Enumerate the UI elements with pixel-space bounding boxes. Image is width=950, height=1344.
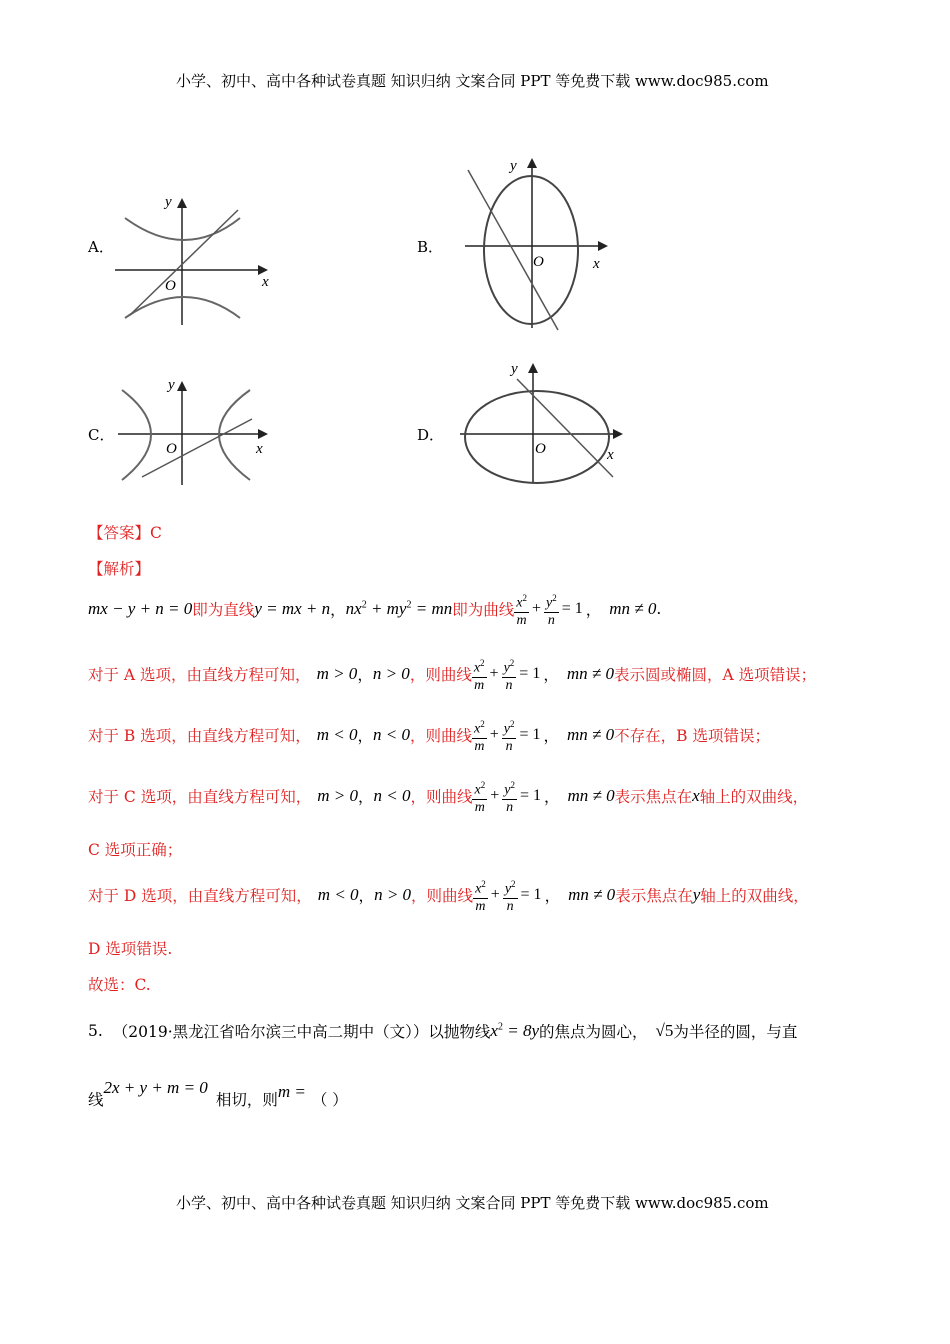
figure-option-a (110, 190, 290, 330)
fig-d-origin-label: O (535, 441, 546, 457)
question-5-line-2: 线 2x + y + m = 0 相切，则 m = （ ） (88, 1078, 348, 1109)
tangent-line-equation: 2x + y + m = 0 (103, 1078, 208, 1097)
answer-tag: 【答案】 (88, 524, 151, 542)
question-ask: m = (277, 1082, 306, 1101)
fig-d-x-label: x (607, 447, 614, 463)
analysis-line-a: 对于 A 选项，由直线方程可知， m > 0 ， n > 0 ，则曲线 $\frac{x^2}{m}$ + $\frac{y^2}{n}$ = 1 ， mn ≠ 0 表示圆或椭圆，A 选项错误； (88, 655, 816, 694)
fig-a-y-label: y (165, 194, 172, 210)
analysis-line-c: 对于 C 选项，由直线方程可知， m > 0 ， n < 0 ，则曲线 $\frac{x^2}{m}$ + $\frac{y^2}{n}$ = 1 ， mn ≠ 0 表示焦点在 x 轴上的双曲线， (88, 777, 808, 816)
question-source: （2019·黑龙江省哈尔滨三中高二期中（文））以抛物线 (112, 1023, 491, 1041)
figure-option-b (460, 150, 620, 335)
fig-d-y-label: y (511, 361, 518, 377)
intro-text-line: 即为直线 (192, 601, 255, 620)
intro-text-curve: 即为曲线 (452, 601, 515, 620)
curve-equation: $nx^2 + my^2$ = mn (345, 599, 453, 619)
line-equation: mx − y + n = 0 (88, 599, 193, 619)
page-footer: 小学、初中、高中各种试卷真题 知识归纳 文案合同 PPT 等免费下载 www.doc985.com (176, 1194, 769, 1212)
analysis-line-c-cont: C 选项正确； (88, 841, 183, 859)
fig-c-origin-label: O (166, 441, 177, 457)
analysis-line-b: 对于 B 选项，由直线方程可知， m < 0 ， n < 0 ，则曲线 $\frac{x^2}{m}$ + $\frac{y^2}{n}$ = 1 ， mn ≠ 0 不存在，B 选项错误； (88, 716, 770, 755)
page-header: 小学、初中、高中各种试卷真题 知识归纳 文案合同 PPT 等免费下载 www.doc985.com (176, 72, 769, 90)
nonzero-condition: mn ≠ 0 (609, 599, 657, 619)
analysis-intro: mx − y + n = 0 即为直线 y = mx + n ， $nx^2 + my^2$ = mn 即为曲线 $\frac{x^2}{m}$ + $\frac{y^2}{n}$ = 1 ， mn ≠ 0 . (88, 590, 661, 629)
standard-form-equation: $\frac{x^2}{m}$ + $\frac{y^2}{n}$ = 1 (514, 590, 586, 629)
separator: ， (330, 601, 346, 620)
analysis-tag: 【解析】 (88, 560, 151, 578)
fig-b-y-label: y (510, 158, 517, 174)
option-a-label: A． (88, 238, 114, 256)
option-b-label: B． (417, 238, 444, 256)
fig-c-y-label: y (168, 377, 175, 393)
answer-value: C (150, 524, 162, 542)
analysis-line-d-cont: D 选项错误. (88, 940, 173, 958)
parabola-equation: $x^2 = 8y$ (490, 1021, 539, 1040)
question-5-line-1: 5. （2019·黑龙江省哈尔滨三中高二期中（文））以抛物线 $x^2 = 8y$ 的焦点为圆心， √5 为半径的圆，与直 (88, 1021, 798, 1041)
curve-fraction: $\frac{x^2}{m}$ + $\frac{y^2}{n}$ = 1 (472, 716, 544, 755)
answer-line (88, 521, 162, 543)
option-c-label: C． (88, 426, 115, 444)
question-number: 5. (88, 1022, 103, 1040)
radius-value: √5 (655, 1021, 674, 1040)
slope-form-equation: y = mx + n (254, 599, 331, 619)
answer-blank: （ ） (311, 1091, 348, 1109)
fig-b-x-label: x (593, 256, 600, 272)
fig-b-origin-label: O (533, 254, 544, 270)
analysis-line-d: 对于 D 选项，由直线方程可知， m < 0 ， n > 0 ，则曲线 $\frac{x^2}{m}$ + $\frac{y^2}{n}$ = 1 ， mn ≠ 0 表示焦点在 y 轴上的双曲线， (88, 876, 809, 915)
curve-fraction: $\frac{x^2}{m}$ + $\frac{y^2}{n}$ = 1 (472, 777, 544, 816)
fig-a-x-label: x (262, 274, 269, 290)
curve-fraction: $\frac{x^2}{m}$ + $\frac{y^2}{n}$ = 1 (472, 655, 544, 694)
analysis-conclusion: 故选：C. (88, 976, 151, 994)
option-d-label: D． (417, 426, 445, 444)
fig-a-origin-label: O (165, 278, 176, 294)
figure-option-c (110, 375, 280, 490)
figure-option-d (455, 355, 635, 490)
curve-fraction: $\frac{x^2}{m}$ + $\frac{y^2}{n}$ = 1 (473, 876, 545, 915)
fig-c-x-label: x (256, 441, 263, 457)
